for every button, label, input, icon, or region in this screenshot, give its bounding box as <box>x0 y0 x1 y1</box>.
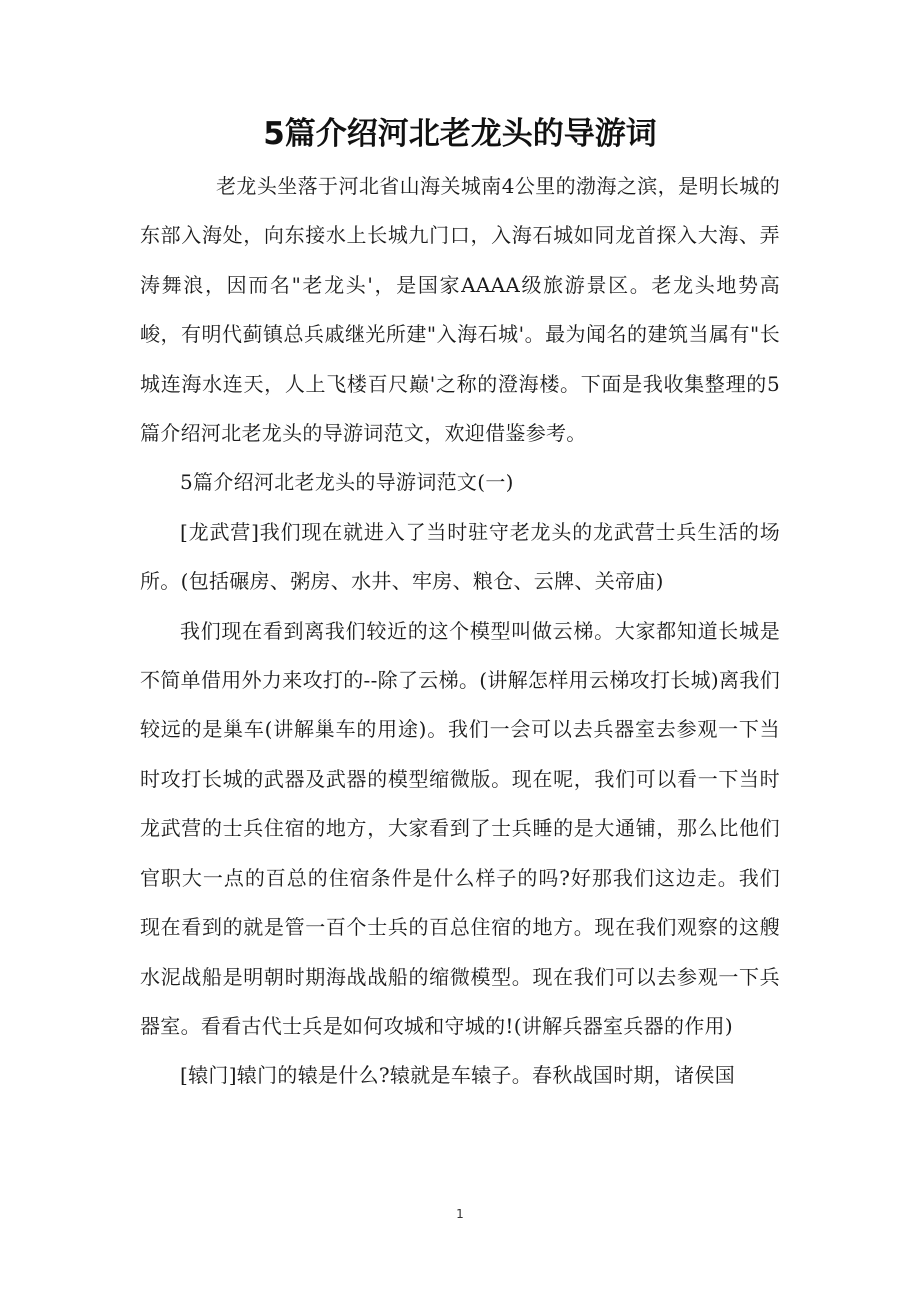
page-number: 1 <box>456 1207 464 1221</box>
paragraph-yunti: 我们现在看到离我们较近的这个模型叫做云梯。大家都知道长城是不简单借用外力来攻打的--除了云梯。(讲解怎样用云梯攻打长城)离我们较远的是巢车(讲解巢车的用途)。我们一会可以去兵器室去参观一下当时攻打长城的武器及武器的模型缩微版。现在呢，我们可以看一下当时龙武营的士兵住宿的地方，大家看到了士兵睡的是大通铺，那么比他们官职大一点的百总的住宿条件是什么样子的吗?好那我们这边走。我们现在看到的就是管一百个士兵的百总住宿的地方。现在我们观察的这艘水泥战船是明朝时期海战战船的缩微模型。现在我们可以去参观一下兵器室。看看古代士兵是如何攻城和守城的!(讲解兵器室兵器的作用) <box>140 618 780 1038</box>
intro-paragraph: 老龙头坐落于河北省山海关城南4公里的渤海之滨，是明长城的东部入海处，向东接水上长城九门口，入海石城如同龙首探入大海、弄涛舞浪，因而名"老龙头'，是国家AAAA级旅游景区。老龙头地势高峻，有明代蓟镇总兵戚继光所建"入海石城'。最为闻名的建筑当属有"长城连海水连天，人上飞楼百尺巅'之称的澄海楼。下面是我收集整理的5篇介绍河北老龙头的导游词范文，欢迎借鉴参考。 <box>140 174 780 446</box>
document-title: 5篇介绍河北老龙头的导游词 <box>263 116 657 152</box>
paragraph-yuanmen: [辕门]辕门的辕是什么?辕就是车辕子。春秋战国时期，诸侯国 <box>180 1063 736 1088</box>
paragraph-longwuying: [龙武营]我们现在就进入了当时驻守老龙头的龙武营士兵生活的场所。(包括碾房、粥房、水井、牢房、粮仓、云牌、关帝庙) <box>140 519 780 594</box>
section-heading: 5篇介绍河北老龙头的导游词范文(一) <box>180 470 514 495</box>
document-body <box>140 162 780 1101</box>
